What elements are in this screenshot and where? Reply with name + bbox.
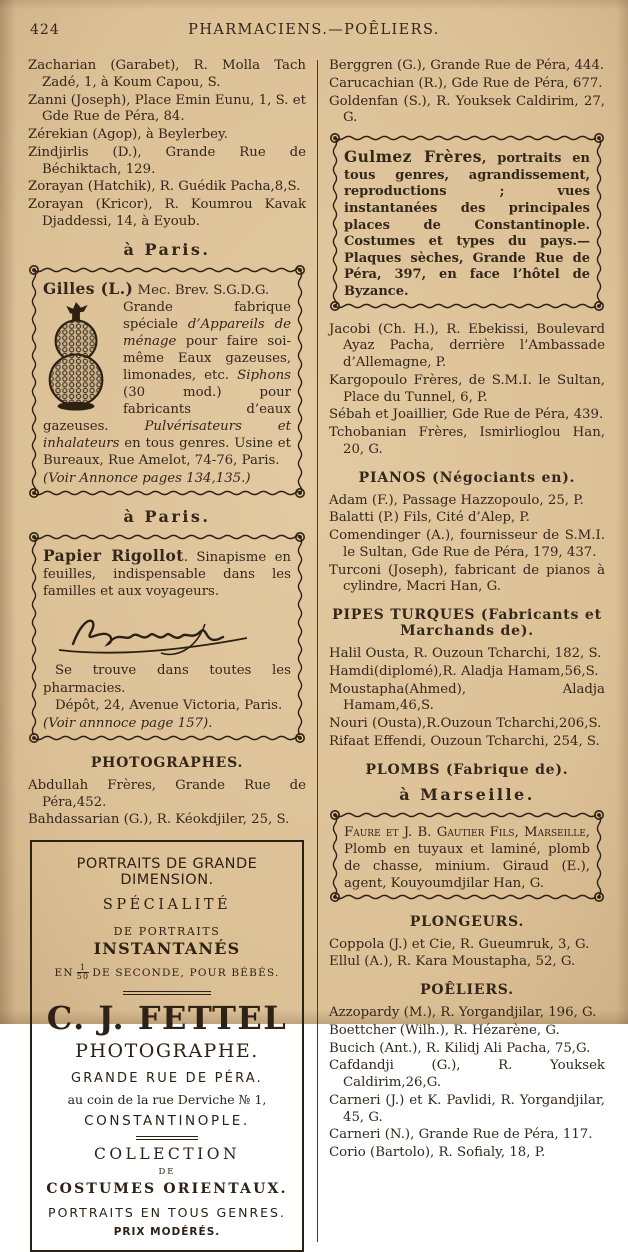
rigollot-depot-line: Dépôt, 24, Avenue Victoria, Paris. bbox=[55, 697, 283, 713]
page-title: PHARMACIENS.—POÊLIERS. bbox=[188, 22, 440, 38]
directory-entry: Ellul (A.), R. Kara Moustapha, 52, G. bbox=[329, 954, 576, 970]
rigollot-ad-text: Papier Rigollot. Sinapisme en feuilles, indispensable dans les familles et aux voyageurs. bbox=[43, 546, 291, 600]
double-rule-divider bbox=[123, 991, 211, 995]
directory-entry: Cafdandji (G.), R. Youksek Caldirim,26,G. bbox=[329, 1058, 605, 1091]
fettel-genres-line: PORTRAITS EN TOUS GENRES. bbox=[48, 1204, 286, 1220]
faure-ad-box bbox=[329, 809, 605, 903]
left-column bbox=[28, 58, 306, 1252]
directory-entry: Coppola (J.) et Cie, R. Gueumruk, 3, G. bbox=[329, 936, 590, 952]
directory-entry: Zérekian (Agop), à Beylerbey. bbox=[28, 127, 228, 142]
gilles-ad-text: Grande fabrique spéciale d’Appareils de ménage pour faire soi-même Eaux gazeuses, limonades, etc. Siphons (30 mod.) pour fabricants d’eaux gazeuses. Pulvérisateurs et inhalateurs en tous genres. Usine et Bureaux, Rue Amelot, 74-76, Paris. bbox=[43, 299, 291, 468]
directory-entry: Azzopardy (M.), R. Yorgandjilar, 196, G. bbox=[329, 1005, 597, 1021]
directory-entry: Goldenfan (S.), R. Youksek Caldirim, 27, G. bbox=[329, 93, 605, 126]
directory-entry: Halil Ousta, R. Ouzoun Tcharchi, 182, S. bbox=[329, 646, 602, 662]
fraction-numerator: 1 bbox=[77, 964, 90, 973]
directory-entry: Turconi (Joseph), fabricant de pianos à cylindre, Macri Han, G. bbox=[329, 562, 605, 595]
fettel-name: C. J. FETTEL bbox=[46, 998, 288, 1037]
directory-entry: Balatti (P.) Fils, Cité d’Alep, P. bbox=[329, 510, 530, 526]
page-header bbox=[0, 0, 628, 46]
fettel-seconde-prefix: EN bbox=[54, 966, 74, 979]
directory-entry: Bucich (Ant.), R. Kilidj Ali Pacha, 75,G. bbox=[329, 1040, 591, 1056]
poeliers-heading: POÊLIERS. bbox=[420, 982, 514, 999]
rigollot-signature-icon bbox=[53, 604, 291, 660]
directory-entry: Carneri (J.) et K. Pavlidi, R. Yorgandjilar, 45, G. bbox=[329, 1092, 605, 1125]
fettel-city: CONSTANTINOPLE. bbox=[84, 1112, 250, 1129]
directory-entry: Nouri (Ousta),R.Ouzoun Tcharchi,206,S. bbox=[329, 716, 602, 732]
fettel-portraits-line: PORTRAITS DE GRANDE DIMENSION. bbox=[76, 856, 258, 889]
rigollot-note: (Voir annnoce page 157). bbox=[43, 716, 213, 732]
directory-entry: Moustapha(Ahmed), Aladja Hamam,46,S. bbox=[329, 681, 605, 714]
directory-entry: Sébah et Joaillier, Gde Rue de Péra, 439. bbox=[329, 407, 604, 423]
gilles-ad-note: (Voir Annonce pages 134,135.) bbox=[43, 470, 251, 486]
fraction bbox=[77, 964, 90, 982]
fettel-instantanes-line bbox=[40, 920, 294, 958]
marseille-heading: à Marseille. bbox=[399, 784, 535, 804]
rigollot-found-line: Se trouve dans toutes les pharmacies. bbox=[43, 663, 291, 696]
plombs-heading: PLOMBS (Fabrique de). bbox=[365, 761, 569, 778]
directory-entry: Kargopoulo Frères, de S.M.I. le Sultan, Place du Tunnel, 6, P. bbox=[329, 372, 605, 405]
double-rule-divider bbox=[136, 1136, 198, 1140]
fettel-instantanes: INSTANTANÉS bbox=[93, 939, 241, 959]
directory-entry: Zindjirlis (D.), Grande Rue de Béchiktach, 129. bbox=[28, 144, 306, 177]
photographes-heading: PHOTOGRAPHES. bbox=[90, 754, 244, 771]
fettel-prix-line: PRIX MODÉRÉS. bbox=[113, 1225, 221, 1238]
gilles-ad-title: Gilles (L.) Mec. Brev. S.G.D.G. bbox=[43, 278, 270, 298]
plongeurs-heading: PLONGEURS. bbox=[409, 913, 525, 930]
directory-entry: Corio (Bartolo), R. Sofialy, 18, P. bbox=[329, 1145, 546, 1161]
fettel-collection: COLLECTION bbox=[93, 1144, 241, 1163]
directory-entry: Rifaat Effendi, Ouzoun Tcharchi, 254, S. bbox=[329, 733, 600, 749]
fettel-de: DE bbox=[158, 1166, 176, 1177]
fettel-specialite: SPÉCIALITÉ bbox=[102, 897, 232, 914]
fettel-costumes: COSTUMES ORIENTAUX. bbox=[46, 1180, 288, 1197]
fettel-ad-box bbox=[30, 840, 304, 1252]
paris-heading: à Paris. bbox=[123, 507, 211, 527]
directory-entry: Abdullah Frères, Grande Rue de Péra,452. bbox=[28, 777, 306, 810]
fettel-de-portraits: DE PORTRAITS bbox=[113, 925, 221, 939]
directory-entry: Boettcher (Wilh.), R. Hézarène, G. bbox=[329, 1022, 560, 1038]
fettel-address-2: au coin de la rue Derviche № 1, bbox=[67, 1091, 267, 1107]
gulmez-ad-text: Gulmez Frères, portraits en tous genres, agrandissement, reproductions ; vues instantanées des principales places de Constantinople. Costumes et types du pays.— Plaques sèches, Grande Rue de Péra, 397, en face l’hôtel de Byzance. bbox=[344, 147, 591, 299]
directory-entry: Zacharian (Garabet), R. Molla Tach Zadé, 1, à Koum Capou, S. bbox=[28, 58, 306, 90]
right-column bbox=[329, 58, 605, 1252]
fettel-seconde-line bbox=[40, 964, 294, 982]
directory-entry: Berggren (G.), Grande Rue de Péra, 444. bbox=[329, 58, 605, 73]
two-column-layout bbox=[0, 46, 628, 1252]
gilles-ad-box bbox=[28, 264, 306, 499]
fettel-profession: PHOTOGRAPHE. bbox=[75, 1039, 259, 1062]
pianos-heading: PIANOS (Négociants en). bbox=[358, 469, 576, 486]
directory-entry: Zorayan (Hatchik), R. Guédik Pacha,8,S. bbox=[28, 179, 301, 195]
pipes-turques-heading: PIPES TURQUES (Fabricants et Marchands de). bbox=[332, 607, 602, 640]
directory-entry: Zanni (Joseph), Place Emin Eunu, 1, S. et Gde Rue de Péra, 84. bbox=[28, 92, 306, 125]
fettel-seconde-suffix: DE SECONDE, POUR BÉBÉS. bbox=[92, 966, 280, 979]
directory-entry: Tchobanian Frères, Ismirlioglou Han, 20, G. bbox=[329, 425, 605, 457]
soda-siphon-icon bbox=[40, 300, 114, 412]
directory-entry: Bahdassarian (G.), R. Kéokdjiler, 25, S. bbox=[28, 812, 290, 828]
directory-entry: Adam (F.), Passage Hazzopoulo, 25, P. bbox=[329, 492, 584, 508]
page-number: 424 bbox=[30, 22, 60, 38]
paris-heading: à Paris. bbox=[123, 239, 211, 259]
faure-ad-text: Faure et J. B. Gautier Fils, Marseille, Plomb en tuyaux et laminé, plomb de chasse, minium. Giraud (E.), agent, Kouyoumdjilar Han, G. bbox=[344, 824, 590, 891]
column-divider-rule bbox=[317, 60, 318, 1242]
directory-entry: Carneri (N.), Grande Rue de Péra, 117. bbox=[329, 1127, 593, 1143]
directory-entry: Jacobi (Ch. H.), R. Ebekissi, Boulevard Ayaz Pacha, derrière l’Ambassade d’Allemagne, P. bbox=[329, 321, 605, 371]
rigollot-ad-box bbox=[28, 531, 306, 744]
directory-entry: Zorayan (Kricor), R. Koumrou Kavak Djaddessi, 14, à Eyoub. bbox=[28, 197, 306, 229]
gilles-ad-body bbox=[43, 299, 291, 469]
directory-entry: Comendinger (A.), fournisseur de S.M.I. le Sultan, Gde Rue de Péra, 179, 437. bbox=[329, 528, 605, 560]
fraction-denominator: 50 bbox=[76, 972, 90, 982]
fettel-address-1: GRANDE RUE DE PÉRA. bbox=[71, 1070, 263, 1086]
gulmez-ad-box bbox=[329, 132, 605, 312]
directory-entry: Hamdi(diplomé),R. Aladja Hamam,56,S. bbox=[329, 663, 599, 679]
directory-entry: Carucachian (R.), Gde Rue de Péra, 677. bbox=[329, 75, 603, 91]
